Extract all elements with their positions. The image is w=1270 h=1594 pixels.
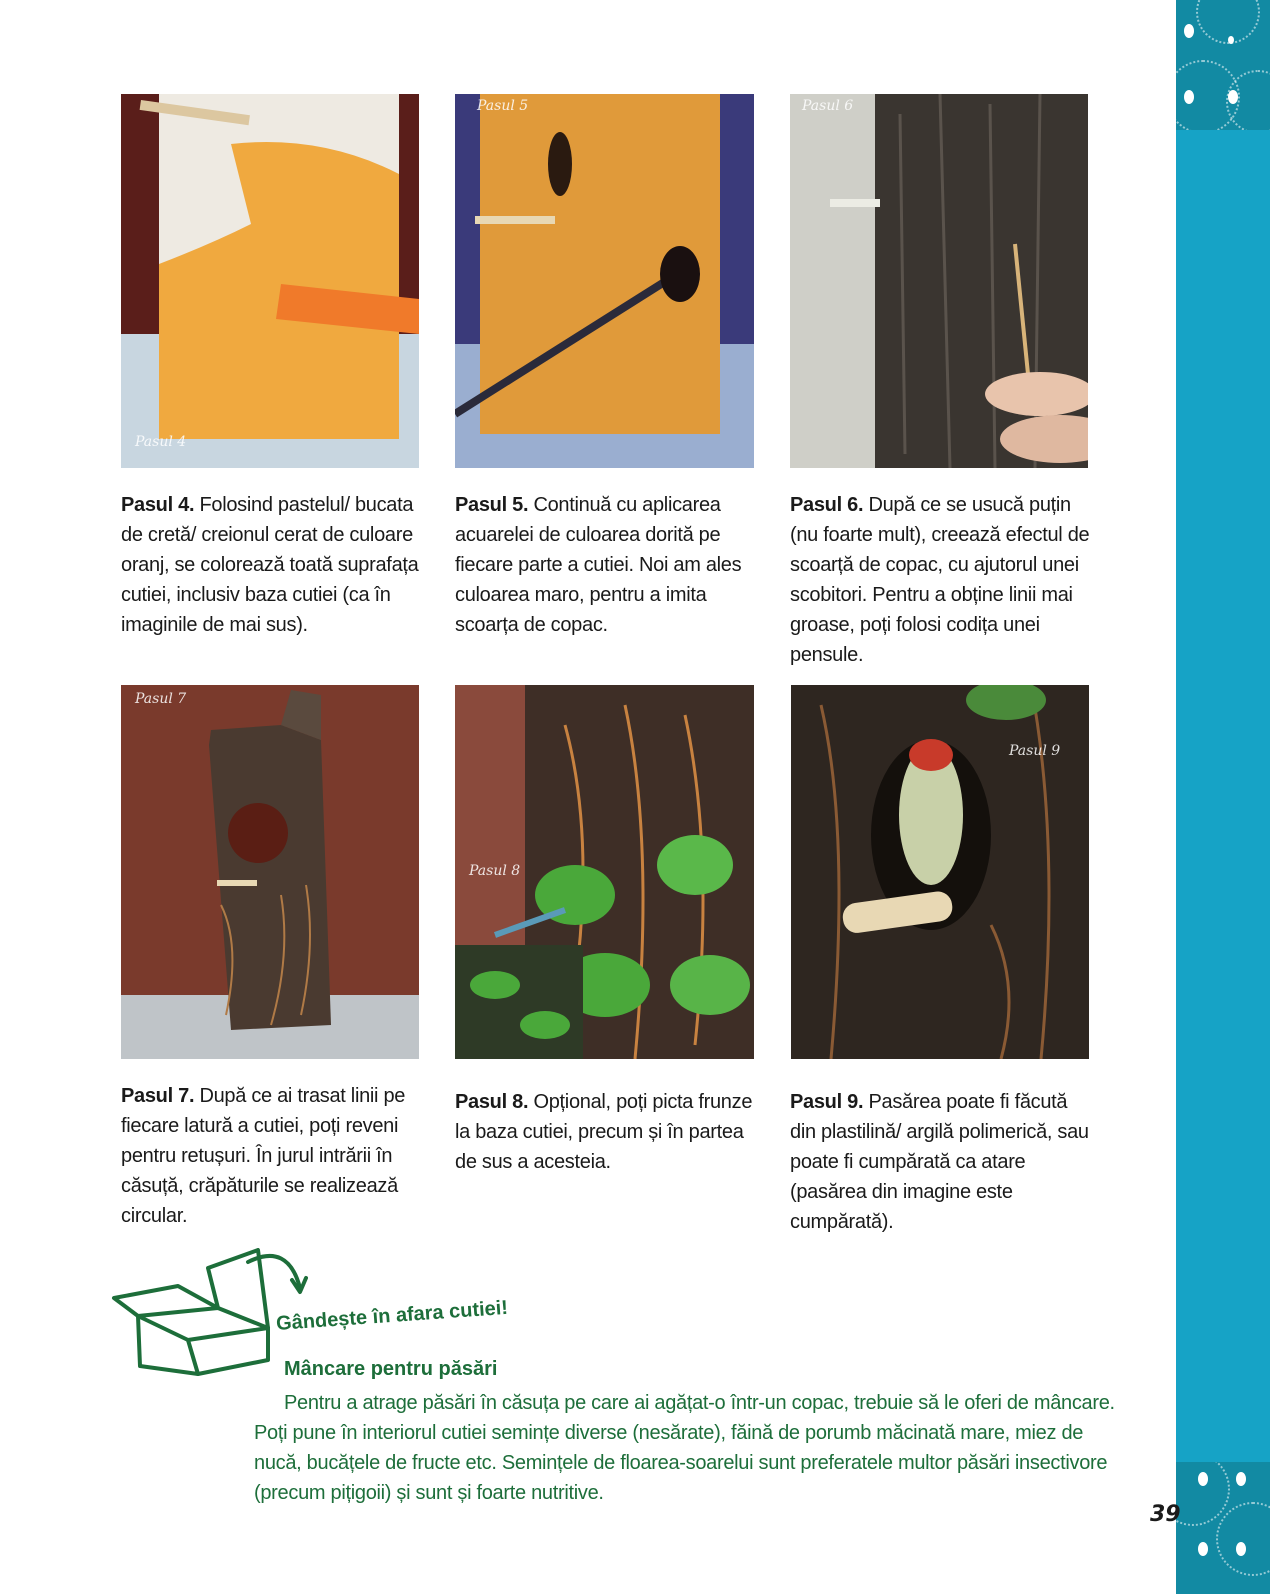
step-text: După ce ai trasat linii pe fiecare latură a cutiei, poți reveni pentru retușuri. În jurul intrării în căsuță, crăpăturile se realizează circular.: [121, 1085, 406, 1227]
step-text: Continuă cu aplicarea acuarelei de culoarea dorită pe fiecare parte a cutiei. Noi am ales culoarea maro, pentru a imita scoarța de copac.: [455, 494, 742, 636]
step-text: Opțional, poți picta frunze la baza cutiei, precum și în partea de sus a acesteia.: [455, 1091, 753, 1173]
side-band-top-pattern: [1176, 0, 1270, 130]
caption-step-5: [455, 490, 755, 640]
step-label: Pasul 4.: [121, 494, 195, 516]
caption-step-8: [455, 1087, 755, 1177]
page-number: 39: [1150, 1502, 1181, 1527]
step-text: Folosind pastelul/ bucata de cretă/ creionul cerat de culoare oranj, se colorează toată suprafața cutiei, inclusiv baza cutiei (ca în imaginile de mai sus).: [121, 494, 419, 636]
photo-step-8: [455, 685, 754, 1059]
photo-step-7: [121, 685, 419, 1059]
photo-label: Pasul 6: [802, 98, 854, 114]
caption-step-6: [790, 490, 1090, 670]
caption-step-7: [121, 1081, 421, 1231]
step-label: Pasul 6.: [790, 494, 864, 516]
side-band-bottom-pattern: [1176, 1462, 1270, 1594]
photo-label: Pasul 4: [135, 434, 187, 450]
step-text: Pasărea poate fi făcută din plastilină/ argilă polimerică, sau poate fi cumpărată ca atare (pasărea din imagine este cumpărată).: [790, 1091, 1089, 1233]
step-label: Pasul 9.: [790, 1091, 864, 1113]
step-label: Pasul 8.: [455, 1091, 529, 1113]
side-band: [1176, 0, 1270, 1594]
step-text: După ce se usucă puțin (nu foarte mult), creează efectul de scoarță de copac, cu ajutorul unei scobitori. Pentru a obține linii mai groase, poți folosi codița unei pensule.: [790, 494, 1090, 666]
photo-label: Pasul 7: [135, 691, 187, 707]
photo-label: Pasul 5: [477, 98, 529, 114]
step-label: Pasul 7.: [121, 1085, 195, 1107]
photo-step-4: [121, 94, 419, 468]
photo-step-9: [791, 685, 1089, 1059]
photo-label: Pasul 8: [469, 863, 521, 879]
caption-step-4: [121, 490, 421, 640]
photo-label: Pasul 9: [1009, 743, 1061, 759]
think-box-text: Pentru a atrage păsări în căsuța pe care ai agățat-o într-un copac, trebuie să le oferi de mâncare. Poți pune în interiorul cutiei semințe diverse (nesărate), făină de porumb măcinată mare, miez de nucă, bucățele de fructe etc. Semințele de floarea-soarelui sunt preferatele multor păsări insectivore (precum pițigoii) și sunt și foarte nutritive.: [254, 1392, 1115, 1504]
photo-step-6: [790, 94, 1088, 468]
caption-step-9: [790, 1087, 1090, 1237]
think-box-heading: Gândește în afara cutiei!: [275, 1296, 509, 1336]
step-label: Pasul 5.: [455, 494, 529, 516]
photo-step-5: [455, 94, 754, 468]
think-box-title: Mâncare pentru păsări: [284, 1358, 498, 1380]
